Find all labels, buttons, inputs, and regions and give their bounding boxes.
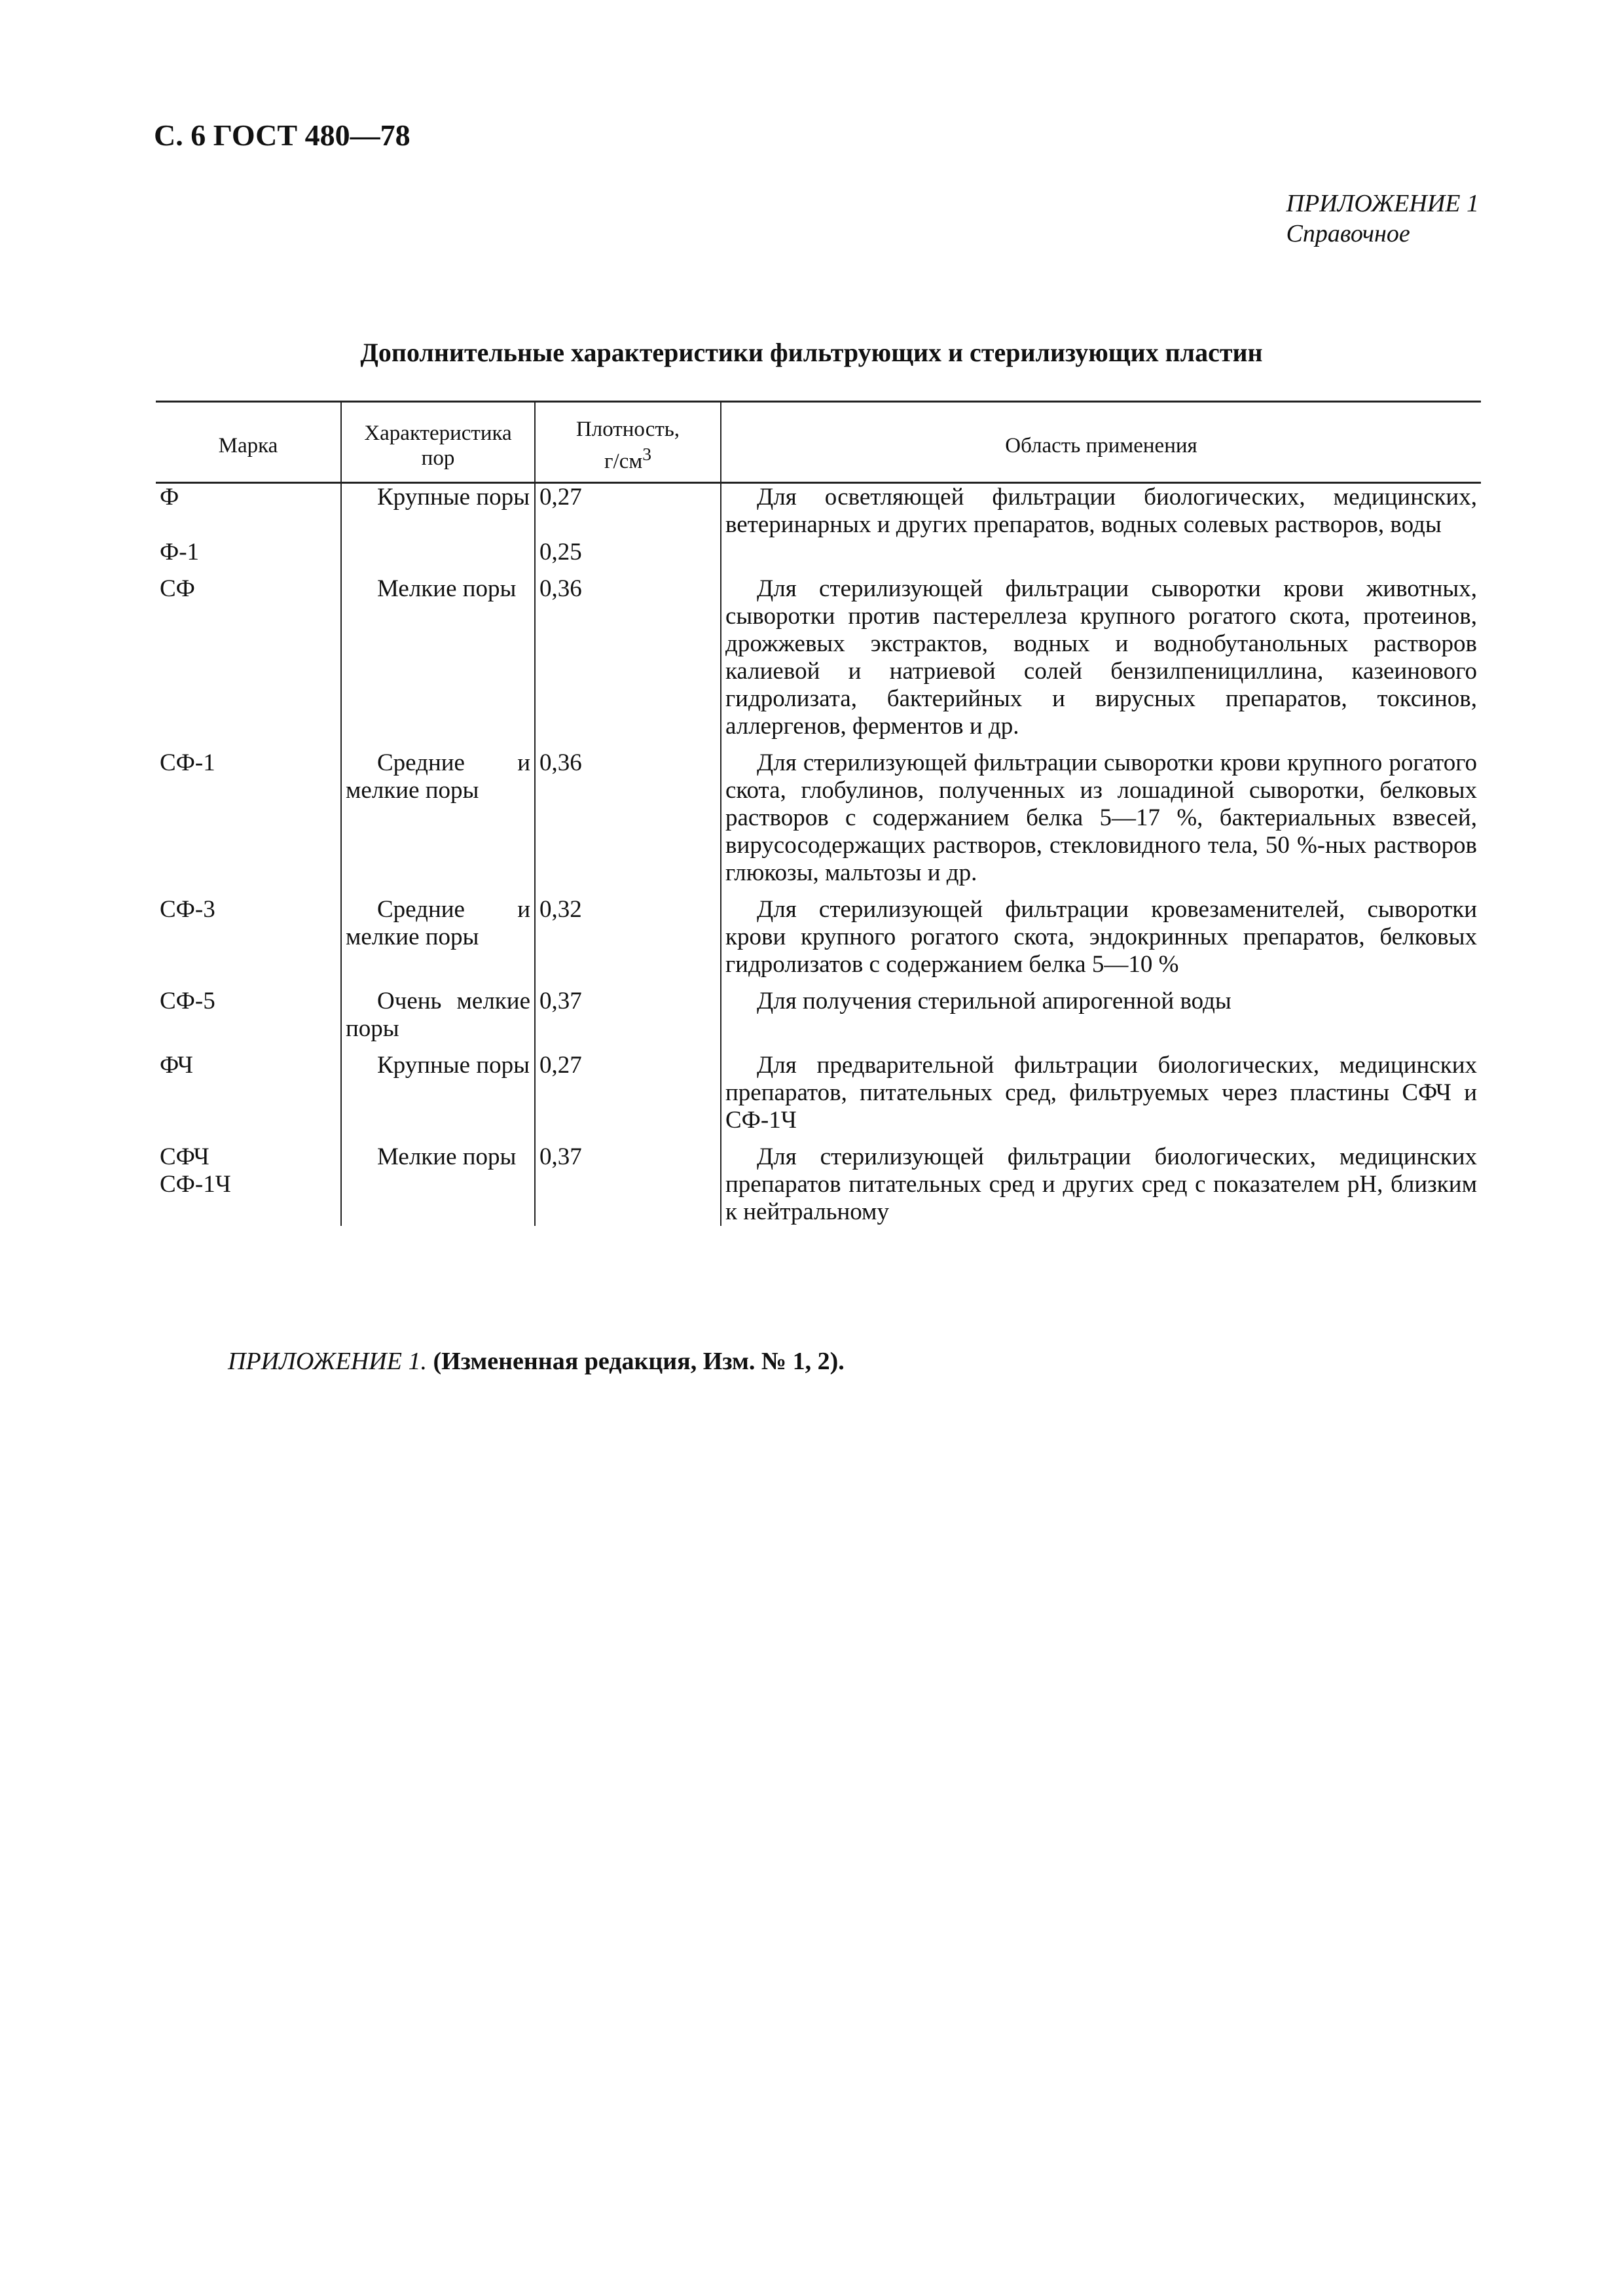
appendix-number: ПРИЛОЖЕНИЕ 1	[1286, 190, 1479, 217]
cell-density: 0,32	[535, 896, 721, 978]
table-row	[156, 988, 1481, 1043]
table-row	[156, 575, 1481, 740]
cell-mark: СФ	[160, 575, 195, 602]
cell-mark: ФЧ	[160, 1052, 193, 1079]
table-row	[156, 1052, 1481, 1134]
cell-area: Для стерилизующей фильтрации кровезаменителей, сыворотки крови крупного рогатого скота, эндокринных препаратов, белковых гидролизатов с содержанием белка 5—10 %	[721, 896, 1481, 978]
column-header-pores	[341, 402, 535, 483]
column-header-density-line1: Плотность,	[575, 418, 680, 441]
appendix-label	[1286, 188, 1479, 249]
column-header-mark: Марка	[156, 402, 341, 483]
cell-pores: Средние и мелкие поры	[341, 896, 535, 978]
cell-density: 0,37	[535, 1143, 721, 1226]
table-header-row	[156, 402, 1481, 483]
cell-pores: Мелкие поры	[341, 1143, 535, 1226]
cell-mark	[156, 1143, 341, 1226]
cell-mark-secondary: СФ-1Ч	[160, 1171, 231, 1198]
cell-area: Для стерилизующей фильтрации сыворотки крови животных, сыворотки против пастереллеза крупного рогатого скота, протеинов, дрожжевых экстрактов, водных и воднобутанольных растворов калиевой и натриевой солей бензилпенициллина, казеинового гидролизата, бактерийных и вирусных препаратов, токсинов, аллергенов, ферментов и др.	[721, 575, 1481, 740]
cell-pores: Средние и мелкие поры	[341, 749, 535, 887]
cell-area: Для предварительной фильтрации биологических, медицинских препаратов, питательных сред, фильтруемых через пластины СФЧ и СФ-1Ч	[721, 1052, 1481, 1134]
cell-density-secondary: 0,25	[539, 539, 582, 565]
appendix-type: Справочное	[1286, 220, 1410, 247]
column-header-density	[535, 402, 721, 483]
cell-mark-secondary: Ф-1	[160, 539, 200, 565]
amendment-note-ref: ПРИЛОЖЕНИЕ 1.	[228, 1348, 427, 1375]
cell-area: Для стерилизующей фильтрации биологических, медицинских препаратов питательных сред и других сред с показателем pH, близким к нейтральному	[721, 1143, 1481, 1226]
column-header-area: Область применения	[721, 402, 1481, 483]
cell-area: Для осветляющей фильтрации биологических, медицинских, ветеринарных и других препаратов, водных солевых растворов, воды	[721, 483, 1481, 567]
table-row	[156, 749, 1481, 887]
cell-density	[535, 483, 721, 567]
cell-mark-primary: Ф	[160, 484, 179, 511]
cell-area: Для стерилизующей фильтрации сыворотки крови крупного рогатого скота, глобулинов, полученных из лошадиной сыворотки, белковых растворов с содержанием белка 5—17 %, бактериальных взвесей, вирусосодержащих растворов, стекловидного тела, 50 %-ных растворов глюкозы, мальтозы и др.	[721, 749, 1481, 887]
cell-pores: Крупные поры	[341, 483, 535, 567]
cell-mark-primary: СФЧ	[160, 1143, 210, 1170]
table-row	[156, 896, 1481, 978]
cell-pores: Крупные поры	[341, 1052, 535, 1134]
column-header-density-sup: 3	[642, 444, 651, 464]
table-row	[156, 1143, 1481, 1226]
column-header-pores-line1: Характеристика	[364, 421, 512, 445]
cell-area: Для получения стерильной апирогенной воды	[721, 988, 1481, 1043]
amendment-note	[228, 1347, 845, 1376]
cell-mark: СФ-5	[160, 988, 215, 1014]
cell-density: 0,27	[535, 1052, 721, 1134]
cell-density-primary: 0,27	[539, 484, 582, 511]
cell-mark: СФ-3	[160, 896, 215, 923]
cell-pores: Очень мелкие поры	[341, 988, 535, 1043]
cell-density: 0,37	[535, 988, 721, 1043]
cell-pores: Мелкие поры	[341, 575, 535, 740]
table-row	[156, 483, 1481, 567]
cell-density: 0,36	[535, 575, 721, 740]
page-header: С. 6 ГОСТ 480—78	[154, 118, 410, 152]
column-header-pores-line2: пор	[421, 446, 455, 470]
cell-mark: СФ-1	[160, 749, 215, 776]
column-header-density-line2: г/см	[604, 450, 643, 473]
table-title: Дополнительные характеристики фильтрующих и стерилизующих пластин	[360, 338, 1263, 367]
amendment-note-text: (Измененная редакция, Изм. № 1, 2).	[433, 1348, 845, 1375]
filter-plates-table	[156, 401, 1481, 1226]
cell-density: 0,36	[535, 749, 721, 887]
cell-mark	[156, 483, 341, 567]
